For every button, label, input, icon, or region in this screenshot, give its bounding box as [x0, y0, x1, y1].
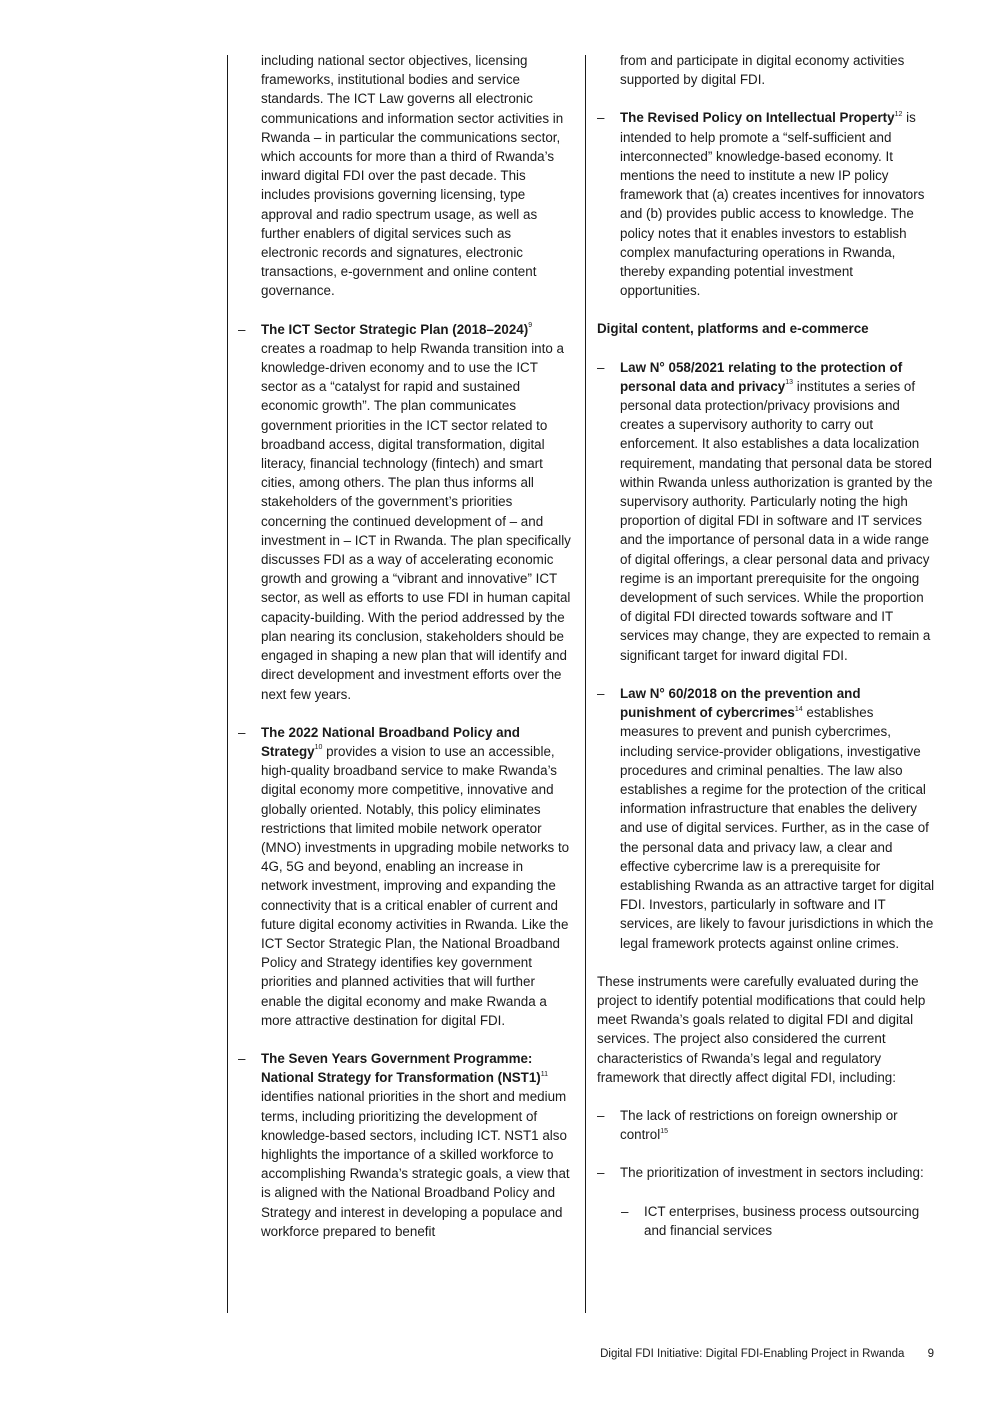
sub-bullet-ict-enterprises: [621, 1202, 935, 1240]
bullet-foreign-ownership: [597, 1106, 935, 1144]
list-dash: –: [597, 1107, 605, 1123]
list-dash: –: [238, 1050, 246, 1066]
sub-bullet-text: ICT enterprises, business process outsourcing and financial services: [644, 1203, 920, 1238]
bullet-text: The prioritization of investment in sectors including:: [620, 1165, 924, 1181]
list-dash: –: [597, 359, 605, 375]
item-body: institutes a series of personal data protection/privacy provisions and creates a supervisory authority to carry out enforcement. It also establishes a data localization requirement, mandating that personal data be stored within Rwanda unless authorization is granted by the supervisory authority. Particularly noting the high proportion of digital FDI in software and IT services and the importance of personal data in a wide range of digital offerings, a clear personal data and privacy regime is an important prerequisite for the ongoing development of such services. While the proportion of digital FDI directed towards software and IT services may change, they are expected to remain a significant target for inward digital FDI.: [620, 378, 933, 663]
item-body: identifies national priorities in the short and medium terms, including prioritizing the development of knowledge-based sectors, including ICT. NST1 also highlights the importance of a skilled workforce to accomplishing Rwanda’s strategic goals, a view that is aligned with the National Broadband Policy and Strategy and interest in developing a populace and workforce prepared to benefit: [261, 1089, 570, 1239]
intellectual-property-policy-item: [597, 108, 935, 300]
list-dash: –: [238, 724, 246, 740]
data-protection-law-item: [597, 358, 935, 665]
right-column: [597, 51, 935, 1259]
list-dash: –: [238, 321, 246, 337]
list-dash: –: [621, 1203, 629, 1219]
item-title: The 2022 National Broadband Policy and Strategy: [261, 724, 520, 759]
item-title: The ICT Sector Strategic Plan (2018–2024): [261, 321, 529, 337]
item-title: Law N° 058/2021 relating to the protection of personal data and privacy: [620, 359, 903, 394]
nst1-continuation: from and participate in digital economy activities supported by digital FDI.: [620, 53, 905, 88]
footnote-ref: 14: [794, 705, 803, 713]
item-body: provides a vision to use an accessible, high-quality broadband service to make Rwanda’s digital economy more competitive, innovative and globally oriented. Notably, this policy eliminates restrictions that limited mobile network operator (MNO) investments in upgrading mobile networks to 4G, 5G and beyond, enabling an increase in network investment, improving and expanding the connectivity that is a critical enabler of current and future digital economy activities in Rwanda. Like the ICT Sector Strategic Plan, the National Broadband Policy and Strategy identifies key government priorities and planned activities that will further enable the digital economy and make Rwanda a more attractive destination for digital FDI.: [261, 743, 570, 1028]
footnote-ref: 12: [894, 110, 903, 118]
item-body: creates a roadmap to help Rwanda transition into a knowledge-driven economy and to use the ICT sector as a “catalyst for rapid and sustained economic growth”. The plan communicates government priorities in the ICT sector related to broadband access, digital transformation, digital literacy, financial technology (fintech) and smart cities, among others. The plan thus informs all stakeholders of the government’s priorities concerning the continued development of – and investment in – ICT in Rwanda. The plan specifically discusses FDI as a way of accelerating economic growth and growing a “vibrant and innovative” ICT sector, as well as efforts to use FDI in human capital capacity-building. With the period addressed by the plan nearing its conclusion, stakeholders should be engaged in shaping a new plan that will identify and direct development and investment efforts over the next few years.: [261, 340, 571, 702]
footer-project: Digital FDI-Enabling Project in Rwanda: [705, 1348, 905, 1360]
footer-initiative: Digital FDI Initiative:: [600, 1348, 703, 1360]
column-rule-right: [585, 55, 586, 1313]
footnote-ref: 15: [660, 1127, 668, 1135]
item-title: The Revised Policy on Intellectual Property: [620, 110, 895, 126]
bullet-investment-prioritization: [597, 1163, 935, 1182]
cybercrimes-law-item: [597, 684, 935, 953]
item-body: establishes measures to prevent and punish cybercrimes, including service-provider obligations, investigative procedures and criminal penalties. The law also establishes a regime for the protection of the critical information infrastructure that enables the delivery and use of digital services. Further, as in the case of the personal data and privacy law, a clear and effective cybercrime law is a prerequisite for establishing Rwanda as an attractive target for digital FDI. Investors, particularly in software and IT services, are likely to favour jurisdictions in which the legal framework protects against online crimes.: [620, 705, 935, 951]
bullet-text: The lack of restrictions on foreign ownership or control: [620, 1107, 898, 1143]
list-dash: –: [597, 685, 605, 701]
column-rule-left: [227, 55, 228, 1313]
ict-law-continuation: including national sector objectives, licensing frameworks, institutional bodies and service standards. The ICT Law governs all electronic communications and information sector activities in Rwanda – in particular the communications sector, which accounts for more than a third of Rwanda’s inward digital FDI over the past decade. This includes provisions governing licensing, type approval and radio spectrum usage, as well as further enablers of digital services such as electronic records and signatures, electronic transactions, e-government and online content governance.: [261, 53, 564, 299]
page-footer: [600, 1347, 934, 1361]
footnote-ref: 13: [785, 379, 794, 387]
item-body: is intended to help promote a “self-sufficient and interconnected” knowledge-based economy. It mentions the need to institute a new IP policy framework that (a) creates incentives for innovators and (b) provides public access to knowledge. The policy notes that it enables investors to establish complex manufacturing operations in Rwanda, thereby expanding potential investment opportunities.: [620, 110, 925, 299]
nst1-programme-item: [238, 1049, 572, 1241]
section-heading: Digital content, platforms and e-commerce: [597, 321, 869, 337]
item-title: Law N° 60/2018 on the prevention and punishment of cybercrimes: [620, 685, 861, 721]
page-number: 9: [927, 1348, 934, 1360]
item-title: The Seven Years Government Programme: National Strategy for Transformation (NST1): [261, 1050, 541, 1086]
footnote-ref: 10: [314, 744, 323, 752]
ict-sector-strategic-plan-item: [238, 320, 572, 704]
footnote-ref: 11: [540, 1070, 549, 1078]
evaluation-paragraph: These instruments were carefully evaluated during the project to identify potential modifications that could help meet Rwanda’s goals related to digital FDI and digital services. The project also considered the current characteristics of Rwanda’s legal and regulatory framework that directly affect digital FDI, including:: [597, 973, 926, 1085]
left-column: [238, 51, 572, 1260]
national-broadband-policy-item: [238, 723, 572, 1030]
footnote-ref: 9: [528, 322, 533, 330]
list-dash: –: [597, 1165, 605, 1181]
list-dash: –: [597, 110, 605, 126]
